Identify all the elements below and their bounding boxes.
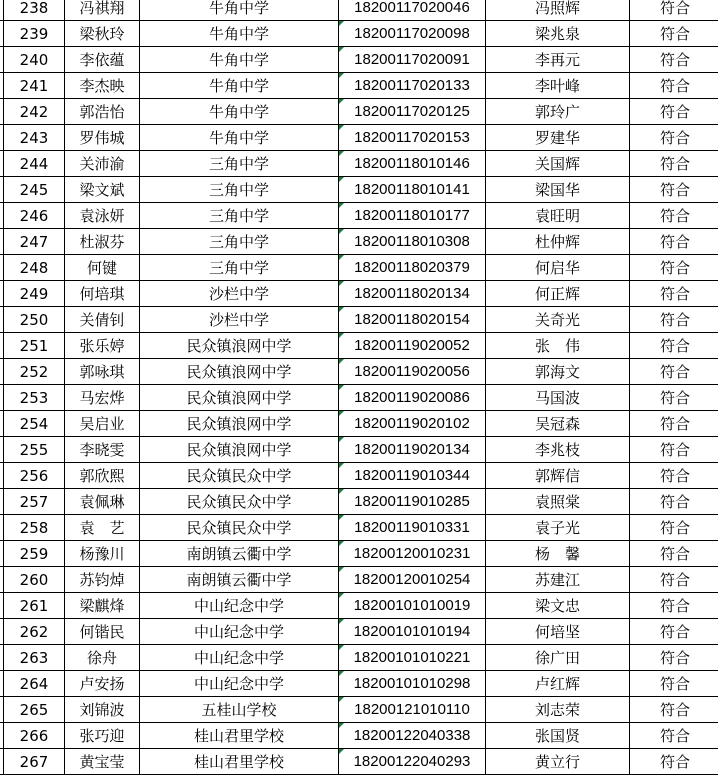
student-name-cell[interactable]: 袁 艺: [65, 515, 140, 541]
number-as-text-indicator-icon: [339, 73, 344, 78]
result-cell[interactable]: 符合: [630, 151, 718, 177]
student-name-cell[interactable]: 杨豫川: [65, 541, 140, 567]
student-name-cell[interactable]: 郭浩怡: [65, 99, 140, 125]
result-cell[interactable]: 符合: [630, 125, 718, 151]
number-as-text-indicator-icon: [339, 723, 344, 728]
registration-id-cell[interactable]: [339, 541, 486, 567]
result-cell[interactable]: 符合: [630, 229, 718, 255]
serial-number-cell[interactable]: 258: [4, 515, 65, 541]
registration-id-text: 18200121010110: [354, 701, 470, 718]
serial-number-cell[interactable]: 257: [4, 489, 65, 515]
student-name-cell[interactable]: 李依蕴: [65, 47, 140, 73]
school-cell[interactable]: 民众镇浪网中学: [140, 411, 339, 437]
registration-id-cell[interactable]: [339, 593, 486, 619]
student-name-cell[interactable]: 罗伟城: [65, 125, 140, 151]
school-cell[interactable]: 南朗镇云衢中学: [140, 567, 339, 593]
result-cell[interactable]: 符合: [630, 697, 718, 723]
guardian-name-cell[interactable]: 梁国华: [486, 177, 630, 203]
serial-number-cell[interactable]: 243: [4, 125, 65, 151]
number-as-text-indicator-icon: [339, 437, 344, 442]
serial-number-cell[interactable]: 250: [4, 307, 65, 333]
number-as-text-indicator-icon: [339, 463, 344, 468]
school-cell[interactable]: 民众镇浪网中学: [140, 385, 339, 411]
table-row: [0, 515, 718, 541]
table-row: [0, 567, 718, 593]
number-as-text-indicator-icon: [339, 229, 344, 234]
registration-id-text: 18200117020133: [354, 77, 470, 94]
guardian-name-cell[interactable]: 袁子光: [486, 515, 630, 541]
registration-id-cell[interactable]: [339, 619, 486, 645]
number-as-text-indicator-icon: [339, 281, 344, 286]
school-cell[interactable]: 牛角中学: [140, 99, 339, 125]
guardian-name-cell[interactable]: 马国波: [486, 385, 630, 411]
serial-number-cell[interactable]: 245: [4, 177, 65, 203]
result-cell[interactable]: 符合: [630, 385, 718, 411]
guardian-name-cell[interactable]: 李兆枝: [486, 437, 630, 463]
student-name-cell[interactable]: 袁佩琳: [65, 489, 140, 515]
table-row: [0, 99, 718, 125]
registration-id-text: 18200101010298: [353, 675, 471, 692]
registration-id-text: 18200117020153: [354, 129, 470, 146]
table-row: [0, 385, 718, 411]
table-row: [0, 593, 718, 619]
student-name-cell[interactable]: 冯祺翔: [65, 0, 140, 21]
number-as-text-indicator-icon: [339, 255, 344, 260]
table-row: [0, 333, 718, 359]
registration-id-text: 18200119020052: [354, 337, 470, 354]
guardian-name-cell[interactable]: 郭玲广: [486, 99, 630, 125]
registration-id-cell[interactable]: [339, 567, 486, 593]
table-row: [0, 229, 718, 255]
serial-number-cell[interactable]: 255: [4, 437, 65, 463]
serial-number-cell[interactable]: 263: [4, 645, 65, 671]
registration-id-text: 18200122040338: [353, 727, 471, 744]
school-cell[interactable]: 中山纪念中学: [140, 593, 339, 619]
student-name-cell[interactable]: 梁秋玲: [65, 21, 140, 47]
guardian-name-cell[interactable]: 郭海文: [486, 359, 630, 385]
registration-id-text: 18200120010231: [353, 545, 471, 562]
registration-id-text: 18200117020046: [354, 0, 470, 16]
table-row: [0, 489, 718, 515]
guardian-name-cell[interactable]: 梁文忠: [486, 593, 630, 619]
guardian-name-cell[interactable]: 冯照辉: [486, 0, 630, 21]
registration-id-text: 18200119010331: [354, 519, 470, 536]
registration-id-cell[interactable]: [339, 281, 486, 307]
school-cell[interactable]: 牛角中学: [140, 47, 339, 73]
student-name-cell[interactable]: 卢安扬: [65, 671, 140, 697]
student-name-cell[interactable]: 梁文斌: [65, 177, 140, 203]
serial-number-cell[interactable]: 240: [4, 47, 65, 73]
registration-id-text: 18200118010141: [354, 181, 470, 198]
school-cell[interactable]: 沙栏中学: [140, 281, 339, 307]
student-name-cell[interactable]: 李晓雯: [65, 437, 140, 463]
registration-id-text: 18200118020379: [354, 259, 470, 276]
guardian-name-cell[interactable]: 李再元: [486, 47, 630, 73]
registration-id-cell[interactable]: [339, 385, 486, 411]
result-cell[interactable]: 符合: [630, 489, 718, 515]
registration-id-text: 18200117020091: [354, 51, 470, 68]
student-name-cell[interactable]: 杜淑芬: [65, 229, 140, 255]
serial-number-cell[interactable]: 256: [4, 463, 65, 489]
student-name-cell[interactable]: 黄宝莹: [65, 749, 140, 775]
guardian-name-cell[interactable]: 关奇光: [486, 307, 630, 333]
registration-id-cell[interactable]: [339, 21, 486, 47]
table-row: [0, 463, 718, 489]
number-as-text-indicator-icon: [339, 177, 344, 182]
number-as-text-indicator-icon: [339, 489, 344, 494]
school-cell[interactable]: 民众镇浪网中学: [140, 359, 339, 385]
guardian-name-cell[interactable]: 张 伟: [486, 333, 630, 359]
school-cell[interactable]: 民众镇民众中学: [140, 515, 339, 541]
table-row: [0, 177, 718, 203]
result-cell[interactable]: 符合: [630, 619, 718, 645]
number-as-text-indicator-icon: [339, 21, 344, 26]
result-cell[interactable]: 符合: [630, 671, 718, 697]
guardian-name-cell[interactable]: 袁照棠: [486, 489, 630, 515]
student-name-cell[interactable]: 张乐婷: [65, 333, 140, 359]
guardian-name-cell[interactable]: 袁旺明: [486, 203, 630, 229]
result-cell[interactable]: 符合: [630, 463, 718, 489]
number-as-text-indicator-icon: [339, 697, 344, 702]
registration-id-cell[interactable]: [339, 671, 486, 697]
number-as-text-indicator-icon: [339, 151, 344, 156]
registration-id-text: 18200101010221: [353, 649, 471, 666]
result-cell[interactable]: 符合: [630, 359, 718, 385]
result-cell[interactable]: 符合: [630, 567, 718, 593]
table-row: [0, 255, 718, 281]
result-cell[interactable]: 符合: [630, 541, 718, 567]
school-cell[interactable]: 中山纪念中学: [140, 619, 339, 645]
result-cell[interactable]: 符合: [630, 0, 718, 21]
guardian-name-cell[interactable]: 何正辉: [486, 281, 630, 307]
serial-number-cell[interactable]: 253: [4, 385, 65, 411]
school-cell[interactable]: 三角中学: [140, 151, 339, 177]
table-row: [0, 125, 718, 151]
table-row: [0, 697, 718, 723]
table-row: [0, 281, 718, 307]
school-cell[interactable]: 三角中学: [140, 229, 339, 255]
student-name-cell[interactable]: 马宏烨: [65, 385, 140, 411]
student-name-cell[interactable]: 徐舟: [65, 645, 140, 671]
number-as-text-indicator-icon: [339, 411, 344, 416]
table-row: [0, 151, 718, 177]
table-row: [0, 437, 718, 463]
registration-id-text: 18200119010285: [354, 493, 470, 510]
serial-number-cell[interactable]: 249: [4, 281, 65, 307]
school-cell[interactable]: 三角中学: [140, 255, 339, 281]
registration-id-cell[interactable]: [339, 697, 486, 723]
table-row: [0, 619, 718, 645]
number-as-text-indicator-icon: [339, 125, 344, 130]
table-row: [0, 21, 718, 47]
table-row: [0, 359, 718, 385]
serial-number-cell[interactable]: 254: [4, 411, 65, 437]
student-name-cell[interactable]: 李杰映: [65, 73, 140, 99]
registration-id-cell[interactable]: [339, 723, 486, 749]
student-name-cell[interactable]: 吴启业: [65, 411, 140, 437]
registration-id-cell[interactable]: [339, 359, 486, 385]
school-cell[interactable]: 中山纪念中学: [140, 671, 339, 697]
number-as-text-indicator-icon: [339, 47, 344, 52]
serial-number-cell[interactable]: 264: [4, 671, 65, 697]
student-name-cell[interactable]: 刘锦波: [65, 697, 140, 723]
registration-id-text: 18200101010194: [353, 623, 471, 640]
school-cell[interactable]: 民众镇浪网中学: [140, 437, 339, 463]
guardian-name-cell[interactable]: 吴冠森: [486, 411, 630, 437]
number-as-text-indicator-icon: [339, 203, 344, 208]
result-cell[interactable]: 符合: [630, 437, 718, 463]
result-cell[interactable]: 符合: [630, 333, 718, 359]
number-as-text-indicator-icon: [339, 385, 344, 390]
guardian-name-cell[interactable]: 李叶峰: [486, 73, 630, 99]
school-cell[interactable]: 牛角中学: [140, 125, 339, 151]
result-cell[interactable]: 符合: [630, 515, 718, 541]
registration-id-text: 18200118010177: [354, 207, 470, 224]
serial-number-cell[interactable]: 244: [4, 151, 65, 177]
guardian-name-cell[interactable]: 徐广田: [486, 645, 630, 671]
number-as-text-indicator-icon: [339, 749, 344, 754]
number-as-text-indicator-icon: [339, 541, 344, 546]
result-cell[interactable]: 符合: [630, 749, 718, 775]
school-cell[interactable]: 三角中学: [140, 177, 339, 203]
guardian-name-cell[interactable]: 刘志荣: [486, 697, 630, 723]
school-cell[interactable]: 民众镇浪网中学: [140, 333, 339, 359]
result-cell[interactable]: 符合: [630, 99, 718, 125]
result-cell[interactable]: 符合: [630, 73, 718, 99]
registration-id-cell[interactable]: [339, 47, 486, 73]
school-cell[interactable]: 沙栏中学: [140, 307, 339, 333]
guardian-name-cell[interactable]: 梁兆泉: [486, 21, 630, 47]
student-name-cell[interactable]: 郭欣熙: [65, 463, 140, 489]
guardian-name-cell[interactable]: 何培坚: [486, 619, 630, 645]
result-cell[interactable]: 符合: [630, 21, 718, 47]
serial-number-cell[interactable]: 247: [4, 229, 65, 255]
registration-id-text: 18200119020086: [354, 389, 470, 406]
registration-id-text: 18200117020098: [354, 25, 470, 42]
guardian-name-cell[interactable]: 苏建江: [486, 567, 630, 593]
table-row: [0, 749, 718, 775]
serial-number-cell[interactable]: 251: [4, 333, 65, 359]
student-name-cell[interactable]: 何培琪: [65, 281, 140, 307]
school-cell[interactable]: 中山纪念中学: [140, 645, 339, 671]
registration-id-cell[interactable]: [339, 489, 486, 515]
number-as-text-indicator-icon: [339, 359, 344, 364]
student-name-cell[interactable]: 郭咏琪: [65, 359, 140, 385]
registration-id-text: 18200119020134: [354, 441, 470, 458]
guardian-name-cell[interactable]: 张国贤: [486, 723, 630, 749]
guardian-name-cell[interactable]: 罗建华: [486, 125, 630, 151]
table-row: [0, 47, 718, 73]
result-cell[interactable]: 符合: [630, 593, 718, 619]
school-cell[interactable]: 三角中学: [140, 203, 339, 229]
result-cell[interactable]: 符合: [630, 411, 718, 437]
school-cell[interactable]: 牛角中学: [140, 0, 339, 21]
number-as-text-indicator-icon: [339, 567, 344, 572]
result-cell[interactable]: 符合: [630, 255, 718, 281]
serial-number-cell[interactable]: 241: [4, 73, 65, 99]
serial-number-cell[interactable]: 267: [4, 749, 65, 775]
table-row: [0, 645, 718, 671]
number-as-text-indicator-icon: [339, 515, 344, 520]
number-as-text-indicator-icon: [339, 99, 344, 104]
serial-number-cell[interactable]: 260: [4, 567, 65, 593]
serial-number-cell[interactable]: 248: [4, 255, 65, 281]
school-cell[interactable]: 民众镇民众中学: [140, 489, 339, 515]
registration-id-text: 18200101010019: [353, 597, 471, 614]
result-cell[interactable]: 符合: [630, 203, 718, 229]
table-row: [0, 671, 718, 697]
student-name-cell[interactable]: 张巧迎: [65, 723, 140, 749]
guardian-name-cell[interactable]: 杨 馨: [486, 541, 630, 567]
serial-number-cell[interactable]: 246: [4, 203, 65, 229]
registration-id-cell[interactable]: [339, 177, 486, 203]
student-name-cell[interactable]: 梁麒烽: [65, 593, 140, 619]
registration-id-cell[interactable]: [339, 255, 486, 281]
serial-number-cell[interactable]: 238: [4, 0, 65, 21]
registration-id-cell[interactable]: [339, 125, 486, 151]
serial-number-cell[interactable]: 252: [4, 359, 65, 385]
number-as-text-indicator-icon: [339, 619, 344, 624]
registration-id-cell[interactable]: [339, 645, 486, 671]
number-as-text-indicator-icon: [339, 333, 344, 338]
registration-id-text: 18200120010254: [353, 571, 471, 588]
registration-id-cell[interactable]: [339, 333, 486, 359]
school-cell[interactable]: 五桂山学校: [140, 697, 339, 723]
registration-id-cell[interactable]: [339, 463, 486, 489]
registration-id-cell[interactable]: [339, 229, 486, 255]
registration-id-text: 18200118010308: [354, 233, 470, 250]
table-row: [0, 307, 718, 333]
serial-number-cell[interactable]: 262: [4, 619, 65, 645]
serial-number-cell[interactable]: 266: [4, 723, 65, 749]
school-cell[interactable]: 桂山君里学校: [140, 723, 339, 749]
student-name-cell[interactable]: 何锴民: [65, 619, 140, 645]
number-as-text-indicator-icon: [339, 645, 344, 650]
guardian-name-cell[interactable]: 何启华: [486, 255, 630, 281]
registration-id-text: 18200118020154: [354, 311, 470, 328]
number-as-text-indicator-icon: [339, 671, 344, 676]
table-row: [0, 411, 718, 437]
guardian-name-cell[interactable]: 关国辉: [486, 151, 630, 177]
registration-id-cell[interactable]: [339, 151, 486, 177]
registration-id-cell[interactable]: [339, 203, 486, 229]
result-cell[interactable]: 符合: [630, 47, 718, 73]
school-cell[interactable]: 牛角中学: [140, 21, 339, 47]
registration-id-text: 18200119020056: [354, 363, 470, 380]
serial-number-cell[interactable]: 242: [4, 99, 65, 125]
registration-id-cell[interactable]: [339, 437, 486, 463]
result-cell[interactable]: 符合: [630, 281, 718, 307]
student-name-cell[interactable]: 关沛渝: [65, 151, 140, 177]
serial-number-cell[interactable]: 265: [4, 697, 65, 723]
school-cell[interactable]: 牛角中学: [140, 73, 339, 99]
student-name-cell[interactable]: 苏钧焯: [65, 567, 140, 593]
guardian-name-cell[interactable]: 卢红辉: [486, 671, 630, 697]
student-name-cell[interactable]: 关倩钊: [65, 307, 140, 333]
school-cell[interactable]: 桂山君里学校: [140, 749, 339, 775]
serial-number-cell[interactable]: 261: [4, 593, 65, 619]
registration-id-cell[interactable]: [339, 73, 486, 99]
registration-id-cell[interactable]: [339, 307, 486, 333]
result-cell[interactable]: 符合: [630, 307, 718, 333]
registration-id-cell[interactable]: [339, 0, 486, 21]
serial-number-cell[interactable]: 259: [4, 541, 65, 567]
guardian-name-cell[interactable]: 郭辉信: [486, 463, 630, 489]
registration-id-text: 18200118010146: [354, 155, 470, 172]
number-as-text-indicator-icon: [339, 593, 344, 598]
guardian-name-cell[interactable]: 黄立行: [486, 749, 630, 775]
registration-id-text: 18200118020134: [354, 285, 470, 302]
registration-id-text: 18200119020102: [354, 415, 470, 432]
result-cell[interactable]: 符合: [630, 723, 718, 749]
table-row: [0, 723, 718, 749]
serial-number-cell[interactable]: 239: [4, 21, 65, 47]
table-row: [0, 541, 718, 567]
table-row: [0, 73, 718, 99]
guardian-name-cell[interactable]: 杜仲辉: [486, 229, 630, 255]
student-name-cell[interactable]: 何键: [65, 255, 140, 281]
result-cell[interactable]: 符合: [630, 645, 718, 671]
registration-id-cell[interactable]: [339, 411, 486, 437]
table-row: [0, 203, 718, 229]
registration-id-text: 18200117020125: [354, 103, 470, 120]
table-row: [0, 0, 718, 21]
registration-id-cell[interactable]: [339, 99, 486, 125]
school-cell[interactable]: 民众镇民众中学: [140, 463, 339, 489]
registration-id-cell[interactable]: [339, 515, 486, 541]
registration-id-cell[interactable]: [339, 749, 486, 775]
result-cell[interactable]: 符合: [630, 177, 718, 203]
student-name-cell[interactable]: 袁泳妍: [65, 203, 140, 229]
school-cell[interactable]: 南朗镇云衢中学: [140, 541, 339, 567]
registration-id-text: 18200119010344: [354, 467, 470, 484]
number-as-text-indicator-icon: [339, 307, 344, 312]
registration-id-text: 18200122040293: [353, 753, 471, 770]
